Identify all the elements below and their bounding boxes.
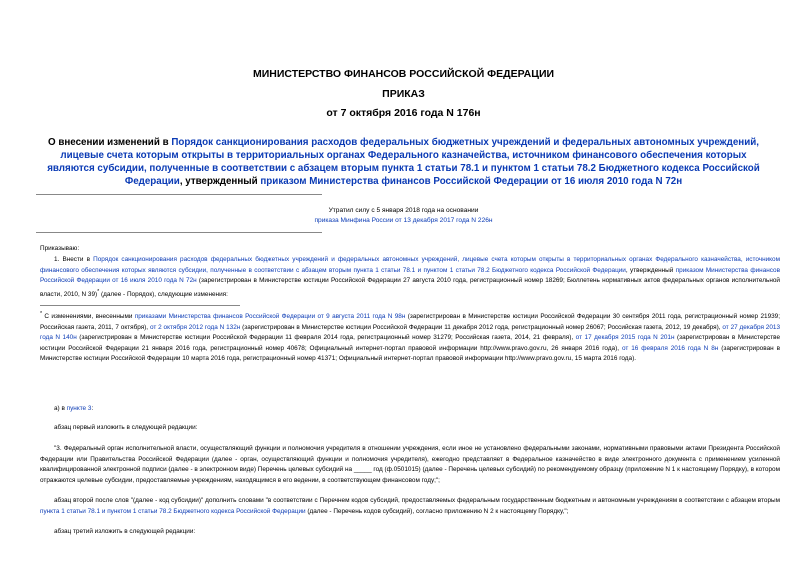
- link-punkt-3[interactable]: пункте 3: [66, 405, 92, 412]
- repeal-note-text: Утратил силу с 5 января 2018 года на основании: [328, 207, 479, 214]
- repeal-note-link[interactable]: приказа Минфина России от 13 декабря 2017 года N 226н: [314, 217, 493, 224]
- document-title: О внесении изменений в Порядок санкционирования расходов федеральных бюджетных учреждений и федеральных автономных учреждений, лицевые счета которым открыты в территориальных органах Федерального казначейства, источником финансового обеспечения которых являются субсидии, полученные в соответствии с абзацем вторым пункта 1 статьи 78.1 и пунктом 1 статьи 78.2 Бюджетного кодекса Российской Федерации, утвержденный приказом Министерства финансов Российской Федерации от 16 июля 2010 года N 72н: [47, 137, 760, 187]
- fn-link-98n[interactable]: приказами Министерства финансов Российской Федерации от 9 августа 2011 года N 98н: [134, 313, 406, 321]
- abz2-link-budget-code[interactable]: пункта 1 статьи 78.1 и пунктом 1 статьи 78.2 Бюджетного кодекса Российской Федерации: [40, 507, 306, 515]
- fn-link-8n[interactable]: от 16 февраля 2016 года N 8н: [621, 344, 719, 352]
- document-type: ПРИКАЗ: [382, 88, 425, 100]
- ministry-name: МИНИСТЕРСТВО ФИНАНСОВ РОССИЙСКОЙ ФЕДЕРАЦИИ: [252, 68, 555, 80]
- title-link-prikaz-72n[interactable]: приказом Министерства финансов Российской Федерации от 16 июля 2010 года N 72н: [260, 176, 683, 187]
- p1-link-prikaz-72n[interactable]: приказом Министерства финансов Российской Федерации от 16 июля 2010 года N 72н: [40, 266, 780, 284]
- quoted-punkt-3: "3. Федеральный орган исполнительной власти, осуществляющий функции и полномочия учредителя в отношении учреждения, если иное не установлено федеральными законами, нормативными правовыми актами Президента Российской Федерации или Правительства Российской Федерации (далее - орган, осуществляющий функции и полномочия учредителя), ежегодно представляет в Федеральное казначейство в виде электронного документа с применением усиленной квалифицированной электронной подписи (далее - в электронном виде) Перечень целевых субсидий на _____ год (ф.0501015) (далее - Перечень целевых субсидий) по рекомендуемому образцу (приложение N 1 к настоящему Порядку), в котором отражаются целевые субсидии, предоставляемые учреждениям, находящимся в его ведении, в соответствующем финансовом году;";: [40, 445, 780, 484]
- repeal-note: [200, 206, 607, 226]
- footnote: * С изменениями, внесенными приказами Министерства финансов Российской Федерации от 9 августа 2011 года N 98н (зарегистрирован в Министерстве юстиции Российской Федерации 30 сентября 2011 года, регистрационный номер 21939; Российская газета, 2011, 7 октября), от 2 октября 2012 года N 132н (зарегистрирован в Министерстве юстиции Российской Федерации 11 декабря 2012 года, регистрационный номер 26067; Российская газета, 2012, 19 декабря), от 27 декабря 2013 года N 140н (зарегистрирован в Министерстве юстиции Российской Федерации 11 февраля 2014 года, регистрационный номер 31279; Российская газета, 2014, 21 февраля), от 17 декабря 2015 года N 201н (зарегистрирован в Министерстве юстиции Российской Федерации 21 января 2016 года, регистрационный номер 40678; Официальный интернет-портал правовой информации http://www.pravo.gov.ru, 26 января 2016 года), от 16 февраля 2016 года N 8н (зарегистрирован в Министерстве юстиции Российской Федерации 10 марта 2016 года, регистрационный номер 41371; Официальный интернет-портал правовой информации http://www.pravo.gov.ru, 15 марта 2016 года).: [40, 311, 781, 363]
- divider-bottom: [36, 232, 322, 233]
- footnote-divider: [40, 305, 240, 306]
- abzac-3: абзац третий изложить в следующей редакции:: [54, 528, 196, 535]
- prikazyvayu: Приказываю:: [40, 245, 80, 252]
- fn-link-140n[interactable]: от 27 декабря 2013 года N 140н: [40, 323, 780, 342]
- footnote-ref: *: [97, 288, 100, 295]
- abzac-1: абзац первый изложить в следующей редакции:: [54, 424, 198, 431]
- fn-link-132n[interactable]: от 2 октября 2012 года N 132н: [149, 323, 241, 331]
- document-date: от 7 октября 2016 года N 176н: [326, 107, 481, 119]
- title-link-poryadok[interactable]: Порядок санкционирования расходов федеральных бюджетных учреждений и федеральных автономных учреждений, лицевые счета которым открыты в территориальных органах Федерального казначейства, источником финансового обеспечения которых являются субсидии, полученные в соответствии с абзацем вторым пункта 1 статьи 78.1 и пунктом 1 статьи 78.2 Бюджетного кодекса Российской Федерации: [47, 137, 760, 187]
- subitem-a: а) в пункте 3:: [54, 405, 94, 412]
- fn-link-201n[interactable]: от 17 декабря 2015 года N 201н: [575, 334, 675, 342]
- paragraph-1: 1. Внести в Порядок санкционирования расходов федеральных бюджетных учреждений и федеральных автономных учреждений, лицевые счета которым открыты в территориальных органах Федерального казначейства, источником финансового обеспечения которых являются субсидии, полученные в соответствии с абзацем вторым пункта 1 статьи 78.1 и пунктом 1 статьи 78.2 Бюджетного кодекса Российской Федерации, утвержденный приказом Министерства финансов Российской Федерации от 16 июля 2010 года N 72н (зарегистрирован в Министерстве юстиции Российской Федерации 27 августа 2010 года, регистрационный номер 18269; Бюллетень нормативных актов федеральных органов исполнительной власти, 2010, N 39)* (далее - Порядок), следующие изменения:: [40, 256, 781, 298]
- p1-link-poryadok[interactable]: Порядок санкционирования расходов федеральных бюджетных учреждений и федеральных автономных учреждений, лицевые счета которым открыты в территориальных органах Федерального казначейства, источником финансового обеспечения которых являются субсидии, полученные в соответствии с абзацем вторым пункта 1 статьи 78.1 и пунктом 1 статьи 78.2 Бюджетного кодекса Российской Федерации: [40, 256, 781, 274]
- divider-top: [36, 194, 322, 195]
- abzac-2: абзац второй после слов "(далее - код субсидии)" дополнить словами "в соответствии с Перечнем кодов субсидий, предоставляемых федеральным государственным бюджетным и автономным учреждениям в соответствии с абзацем вторым пункта 1 статьи 78.1 и пунктом 1 статьи 78.2 Бюджетного кодекса Российской Федерации (далее - Перечень кодов субсидий), согласно приложению N 2 к настоящему Порядку,";: [40, 497, 780, 515]
